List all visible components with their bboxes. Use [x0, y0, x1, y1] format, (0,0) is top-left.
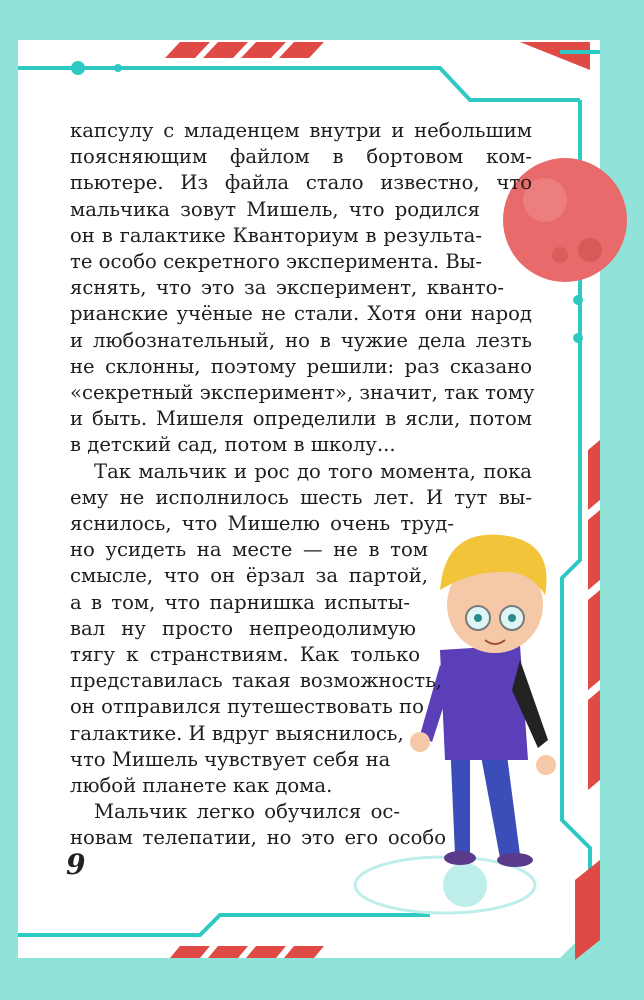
text-line: мальчика зовут Мишель, что родился — [70, 197, 480, 221]
text-line: новам телепатии, но это его особо — [70, 826, 446, 850]
text-line: что Мишель чувствует себя на — [70, 747, 391, 771]
text-line: поясняющим файлом в бортовом ком- — [70, 145, 532, 169]
text-line: и быть. Мишеля определили в ясли, потом — [70, 407, 532, 431]
text-line: он в галактике Кванториум в результа- — [70, 223, 482, 247]
text-line: но усидеть на месте — не в том — [70, 538, 428, 562]
text-line: любой планете как дома. — [70, 774, 333, 798]
text-line: он отправился путешествовать по — [70, 695, 424, 719]
text-line: представилась такая возможность, — [70, 669, 442, 693]
page-number: 9 — [66, 848, 86, 881]
text-line: смысле, что он ёрзал за партой, — [70, 564, 428, 588]
text-line: те особо секретного эксперимента. Вы- — [70, 250, 482, 274]
text-line: яснять, что это за эксперимент, кванто- — [70, 276, 504, 300]
text-line: в детский сад, потом в школу... — [70, 433, 396, 457]
text-line: Так мальчик и рос до того момента, пока — [94, 459, 532, 483]
text-line: а в том, что парнишка испыты- — [70, 590, 410, 614]
text-line: «секретный эксперимент», значит, так тому — [70, 381, 535, 405]
text-line: капсулу с младенцем внутри и небольшим — [70, 119, 532, 142]
text-line: ему не исполнилось шесть лет. И тут вы- — [70, 485, 532, 509]
text-line: вал ну просто непреодолимую — [70, 616, 416, 640]
text-line: и любознательный, но в чужие дела лезть — [70, 328, 532, 352]
text-line: тягу к странствиям. Как только — [70, 643, 420, 667]
text-line: не склонны, поэтому решили: раз сказано — [70, 354, 532, 378]
text-line: яснилось, что Мишелю очень труд- — [70, 512, 454, 536]
text-line: Мальчик легко обучился ос- — [94, 800, 400, 824]
text-line: галактике. И вдруг выяснилось, — [70, 721, 404, 745]
body-text — [70, 118, 535, 852]
text-line: рианские учёные не стали. Хотя они народ — [70, 302, 532, 326]
text-line: пьютере. Из файла стало известно, что — [70, 171, 532, 195]
